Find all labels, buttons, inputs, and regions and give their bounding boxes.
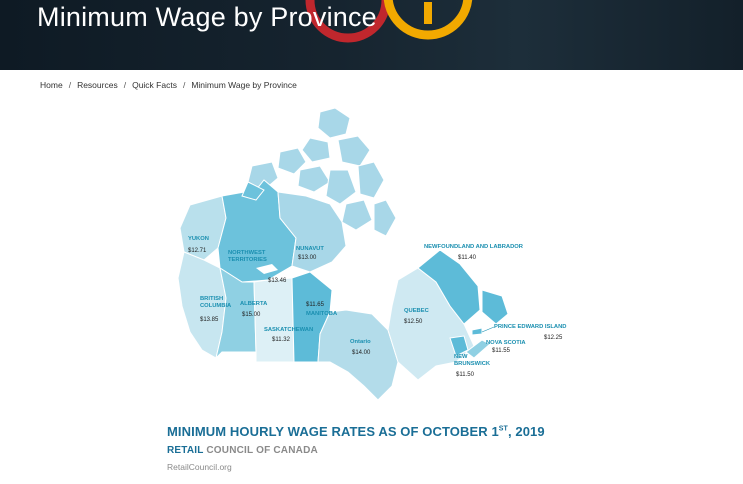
value-quebec: $12.50	[404, 319, 423, 325]
value-ns: $11.55	[492, 348, 510, 354]
label-ns: NOVA SCOTIA	[486, 340, 526, 346]
label-nwt: NORTHWEST TERRITORIES	[228, 250, 267, 263]
value-ontario: $14.00	[352, 350, 371, 356]
breadcrumb-home-link[interactable]: Home	[40, 80, 63, 90]
value-nl: $11.40	[458, 255, 476, 261]
label-ontario: Ontario	[350, 339, 371, 345]
hero-banner	[0, 0, 743, 70]
value-nb: $11.50	[456, 372, 474, 378]
label-quebec: QUEBEC	[404, 308, 429, 314]
label-nl: NEWFOUNDLAND AND LABRADOR	[424, 244, 523, 250]
caption-title	[167, 424, 545, 439]
label-manitoba: MANITOBA	[306, 311, 338, 317]
label-pei: PRINCE EDWARD ISLAND	[494, 324, 567, 330]
canada-wage-map	[160, 100, 590, 405]
brand-name	[167, 445, 318, 456]
label-nb: NEW BRUNSWICK	[454, 354, 491, 367]
caption-title-sup: ST	[498, 425, 508, 433]
breadcrumb-quick-facts-link[interactable]: Quick Facts	[132, 80, 177, 90]
value-saskatchewan: $11.32	[272, 337, 290, 343]
value-alberta: $15.00	[242, 312, 261, 318]
region-pei	[472, 328, 482, 335]
breadcrumb-separator: /	[182, 80, 186, 90]
value-yukon: $12.71	[188, 248, 207, 254]
pei-pointer-line	[482, 327, 494, 332]
value-nwt: $13.46	[268, 278, 287, 284]
label-bc: BRITISH COLUMBIA	[200, 296, 232, 309]
page-title: Minimum Wage by Province	[37, 2, 377, 32]
caption-title-main: MINIMUM HOURLY WAGE RATES AS OF OCTOBER 1	[167, 424, 499, 439]
value-manitoba: $11.65	[306, 302, 324, 308]
caption-title-tail: , 2019	[507, 424, 545, 439]
value-nunavut: $13.00	[298, 255, 317, 261]
breadcrumb-separator: /	[68, 80, 72, 90]
hudson-bay	[332, 250, 398, 314]
value-bc: $13.85	[200, 317, 219, 323]
brand-url: RetailCouncil.org	[167, 462, 232, 472]
region-newfoundland	[482, 290, 508, 324]
brand-rest: COUNCIL OF CANADA	[203, 445, 318, 456]
region-saskatchewan	[254, 278, 294, 362]
label-alberta: ALBERTA	[240, 301, 268, 307]
breadcrumb-current: Minimum Wage by Province	[191, 80, 297, 90]
label-saskatchewan: SASKATCHEWAN	[264, 327, 314, 333]
canada-map-svg	[160, 100, 590, 405]
value-pei: $12.25	[544, 335, 563, 341]
brand-accent: RETAIL	[167, 445, 204, 456]
label-yukon: YUKON	[188, 236, 209, 242]
label-nunavut: NUNAVUT	[296, 246, 324, 252]
breadcrumb-separator: /	[123, 80, 127, 90]
breadcrumb-resources-link[interactable]: Resources	[77, 80, 118, 90]
breadcrumb	[40, 80, 297, 90]
